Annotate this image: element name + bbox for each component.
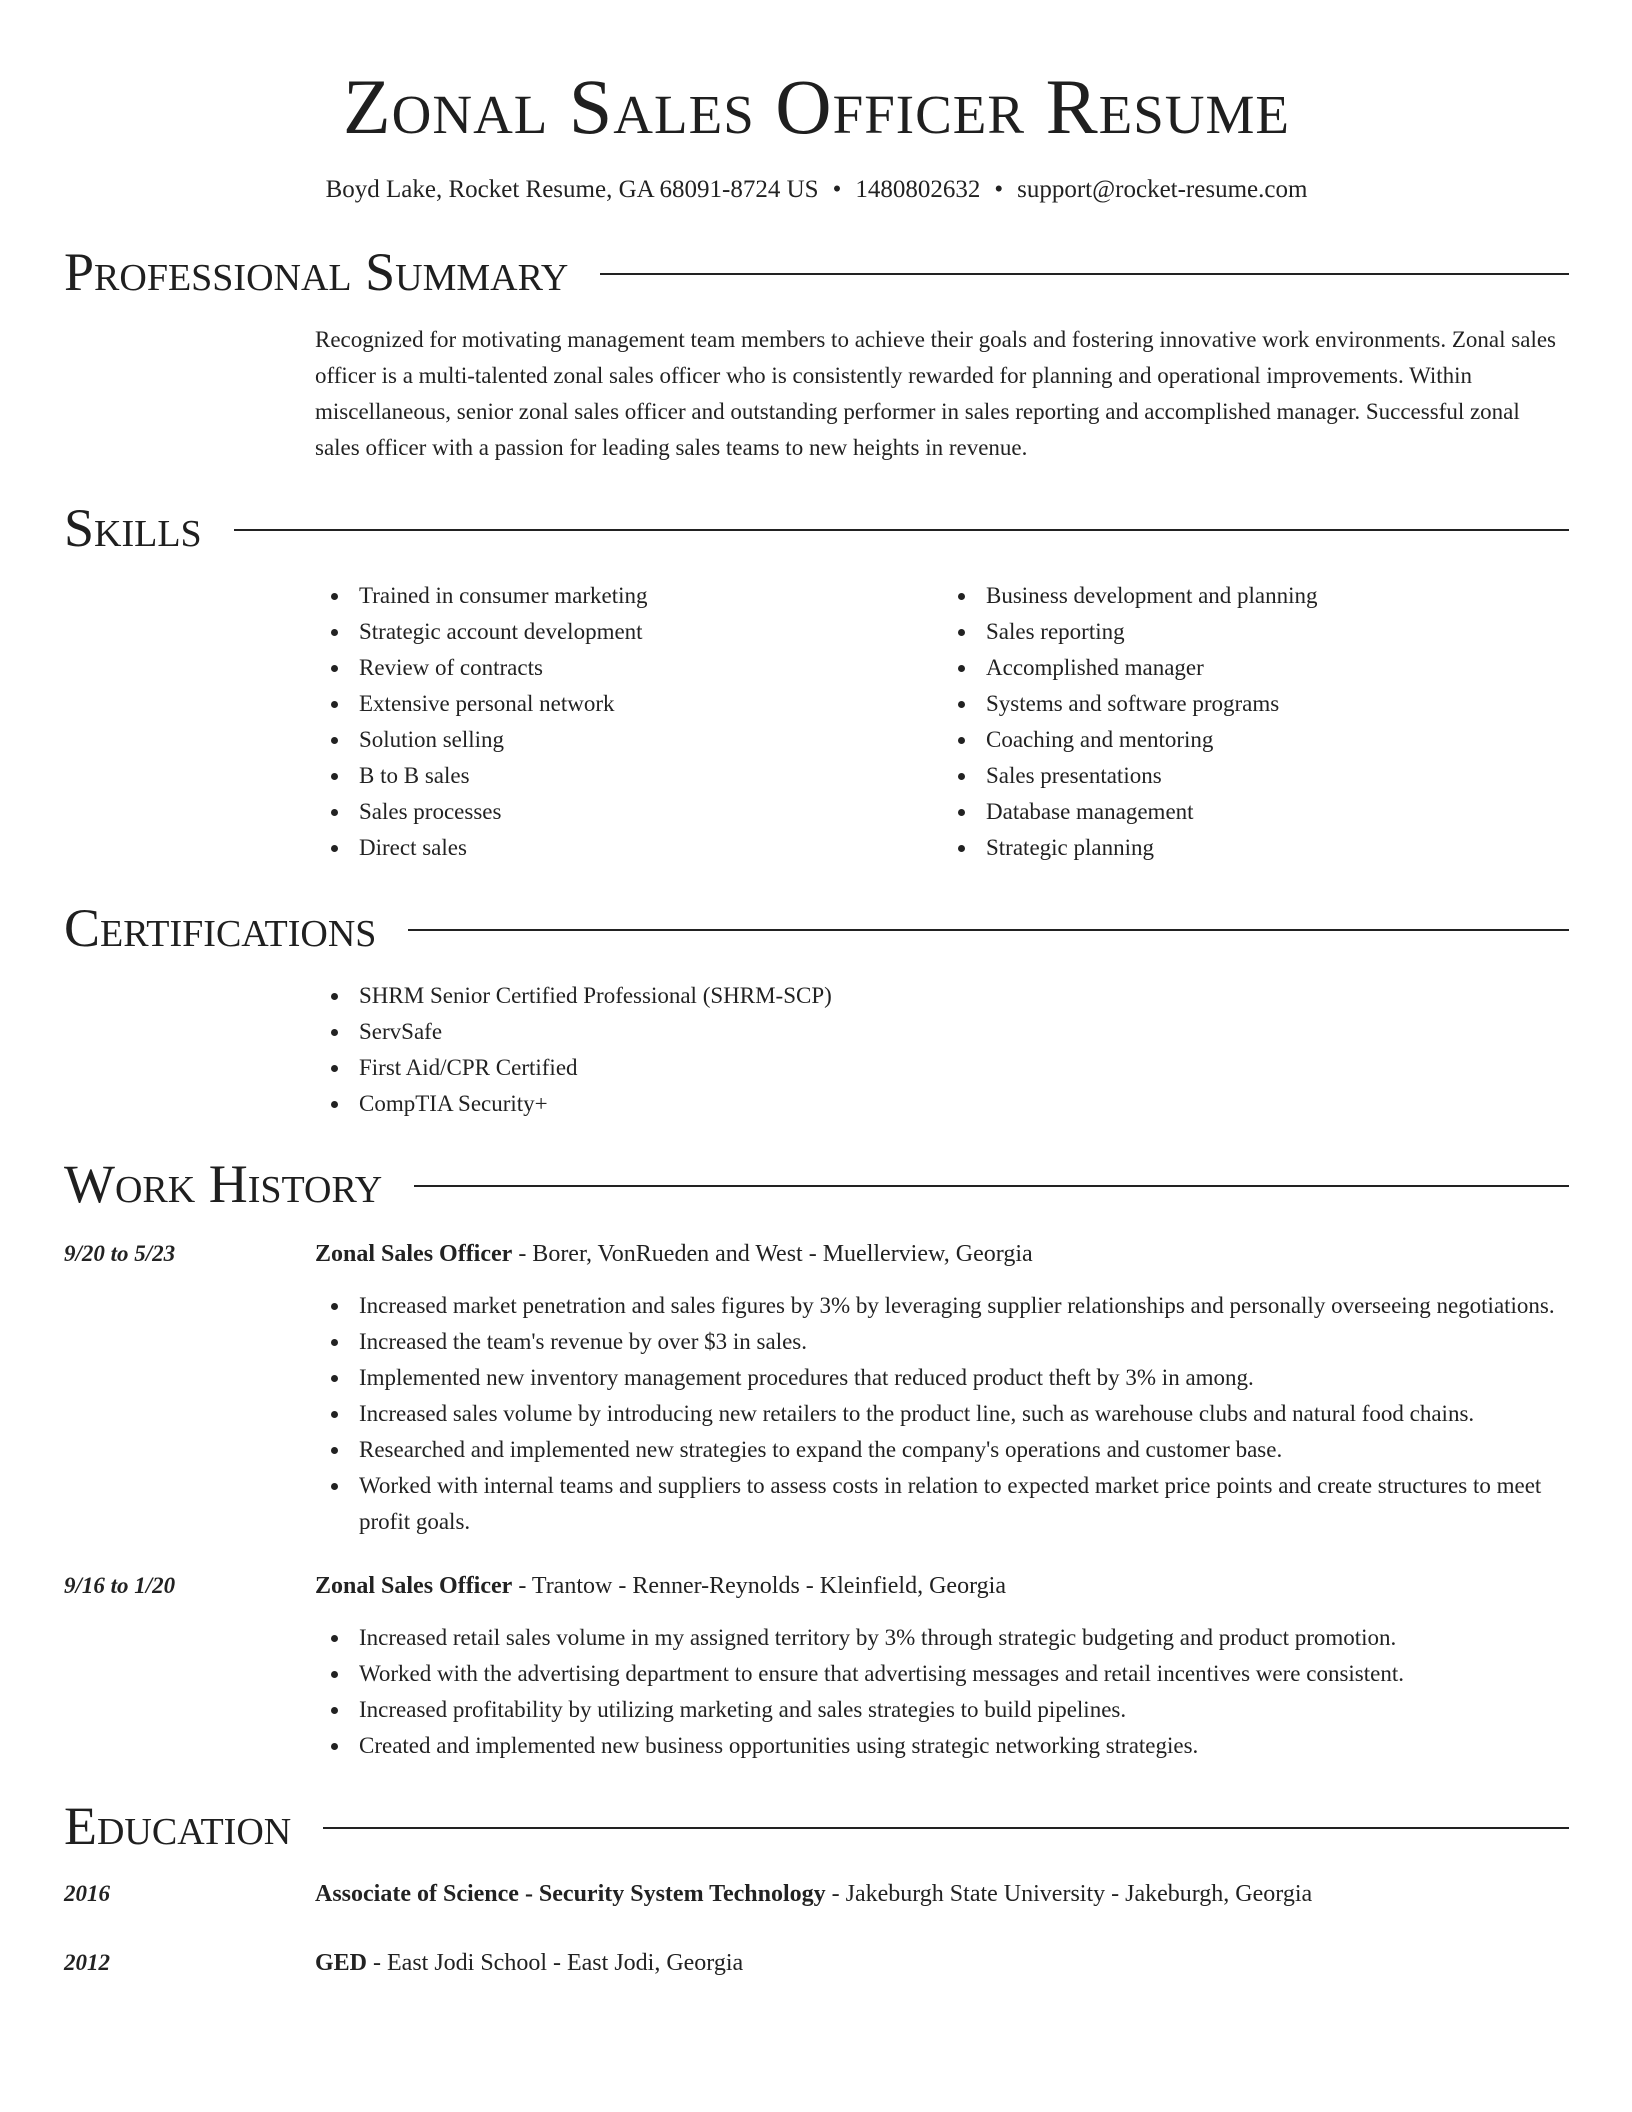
job-bullet: Worked with internal teams and suppliers to assess costs in relation to expected market price points and create structures to meet profit goals. (359, 1468, 1569, 1540)
education-year: 2012 (64, 1950, 110, 1975)
job-bullet: Increased market penetration and sales figures by 3% by leveraging supplier relationships and personally overseeing negotiations. (359, 1288, 1569, 1324)
certification-item: ServSafe (359, 1014, 1569, 1050)
section-divider (234, 529, 1569, 531)
page-title: Zonal Sales Officer Resume (343, 63, 1290, 150)
contact-line (64, 174, 1569, 206)
education-year: 2016 (64, 1881, 110, 1906)
certifications-section-header (64, 896, 1569, 960)
skills-section-header (64, 496, 1569, 560)
education-header (315, 1945, 1569, 1981)
job-header (315, 1236, 1569, 1272)
job-title: Zonal Sales Officer (315, 1241, 513, 1267)
skill-item: Sales processes (359, 794, 942, 830)
job-employer: - Trantow - Renner-Reynolds - Kleinfield, Georgia (512, 1573, 1006, 1599)
section-divider (408, 929, 1569, 931)
skill-item: Sales reporting (986, 614, 1569, 650)
summary-heading: Professional Summary (64, 242, 569, 302)
job-dates: 9/20 to 5/23 (64, 1241, 176, 1266)
job-bullet: Researched and implemented new strategies to expand the company's operations and customer base. (359, 1432, 1569, 1468)
summary-text: Recognized for motivating management team members to achieve their goals and fostering innovative work environments. Zonal sales officer is a multi-talented zonal sales officer who is consistently rewarded for planning and operational improvements. Within miscellaneous, senior zonal sales officer and outstanding performer in sales reporting and accomplished manager. Successful zonal sales officer with a passion for leading sales teams to new heights in revenue. (315, 327, 1556, 460)
certifications-heading: Certifications (64, 898, 377, 958)
contact-phone: 1480802632 (855, 176, 981, 203)
contact-separator: • (994, 176, 1004, 203)
certifications-list (315, 978, 1569, 1122)
skill-item: Sales presentations (986, 758, 1569, 794)
job-title: Zonal Sales Officer (315, 1573, 513, 1599)
job-bullets (315, 1620, 1569, 1764)
job-bullet: Increased the team's revenue by over $3 in sales. (359, 1324, 1569, 1360)
job-bullets (315, 1288, 1569, 1540)
job-bullet: Increased profitability by utilizing marketing and sales strategies to build pipelines. (359, 1692, 1569, 1728)
job-bullet: Created and implemented new business opportunities using strategic networking strategies. (359, 1728, 1569, 1764)
work-section-header (64, 1152, 1569, 1216)
certification-item: First Aid/CPR Certified (359, 1050, 1569, 1086)
skills-list (315, 578, 1569, 866)
job-entry (64, 1568, 1569, 1764)
job-header (315, 1568, 1569, 1604)
education-entry (64, 1876, 1569, 1912)
skills-right-column (942, 578, 1569, 866)
skill-item: Systems and software programs (986, 686, 1569, 722)
job-entry (64, 1236, 1569, 1540)
section-divider (600, 273, 1569, 275)
job-bullet: Increased retail sales volume in my assigned territory by 3% through strategic budgeting and product promotion. (359, 1620, 1569, 1656)
contact-separator: • (832, 176, 842, 203)
job-bullet: Increased sales volume by introducing new retailers to the product line, such as warehouse clubs and natural food chains. (359, 1396, 1569, 1432)
skill-item: Business development and planning (986, 578, 1569, 614)
section-divider (414, 1185, 1569, 1187)
education-entry (64, 1945, 1569, 1981)
education-header (315, 1876, 1569, 1912)
education-school: - East Jodi School - East Jodi, Georgia (367, 1950, 744, 1976)
skill-item: Accomplished manager (986, 650, 1569, 686)
skill-item: Extensive personal network (359, 686, 942, 722)
skill-item: Review of contracts (359, 650, 942, 686)
skills-left-column (315, 578, 942, 866)
resume-page (64, 0, 1569, 1981)
education-degree: Associate of Science - Security System Technology (315, 1881, 826, 1907)
job-bullet: Implemented new inventory management procedures that reduced product theft by 3% in among. (359, 1360, 1569, 1396)
skill-item: Solution selling (359, 722, 942, 758)
section-divider (323, 1827, 1569, 1829)
education-school: - Jakeburgh State University - Jakeburgh, Georgia (825, 1881, 1313, 1907)
education-section-header (64, 1794, 1569, 1858)
education-degree: GED (315, 1950, 368, 1976)
education-heading: Education (64, 1796, 292, 1856)
skill-item: Database management (986, 794, 1569, 830)
job-employer: - Borer, VonRueden and West - Muellerview, Georgia (512, 1241, 1033, 1267)
certification-item: SHRM Senior Certified Professional (SHRM-SCP) (359, 978, 1569, 1014)
job-dates: 9/16 to 1/20 (64, 1573, 176, 1598)
skill-item: B to B sales (359, 758, 942, 794)
skills-heading: Skills (64, 498, 202, 558)
skill-item: Direct sales (359, 830, 942, 866)
skill-item: Trained in consumer marketing (359, 578, 942, 614)
contact-email: support@rocket-resume.com (1017, 176, 1308, 203)
skill-item: Strategic account development (359, 614, 942, 650)
skill-item: Strategic planning (986, 830, 1569, 866)
contact-address: Boyd Lake, Rocket Resume, GA 68091-8724 US (325, 176, 819, 203)
job-bullet: Worked with the advertising department to ensure that advertising messages and retail incentives were consistent. (359, 1656, 1569, 1692)
skill-item: Coaching and mentoring (986, 722, 1569, 758)
work-heading: Work History (64, 1154, 383, 1214)
certification-item: CompTIA Security+ (359, 1086, 1569, 1122)
summary-section-header (64, 240, 1569, 304)
